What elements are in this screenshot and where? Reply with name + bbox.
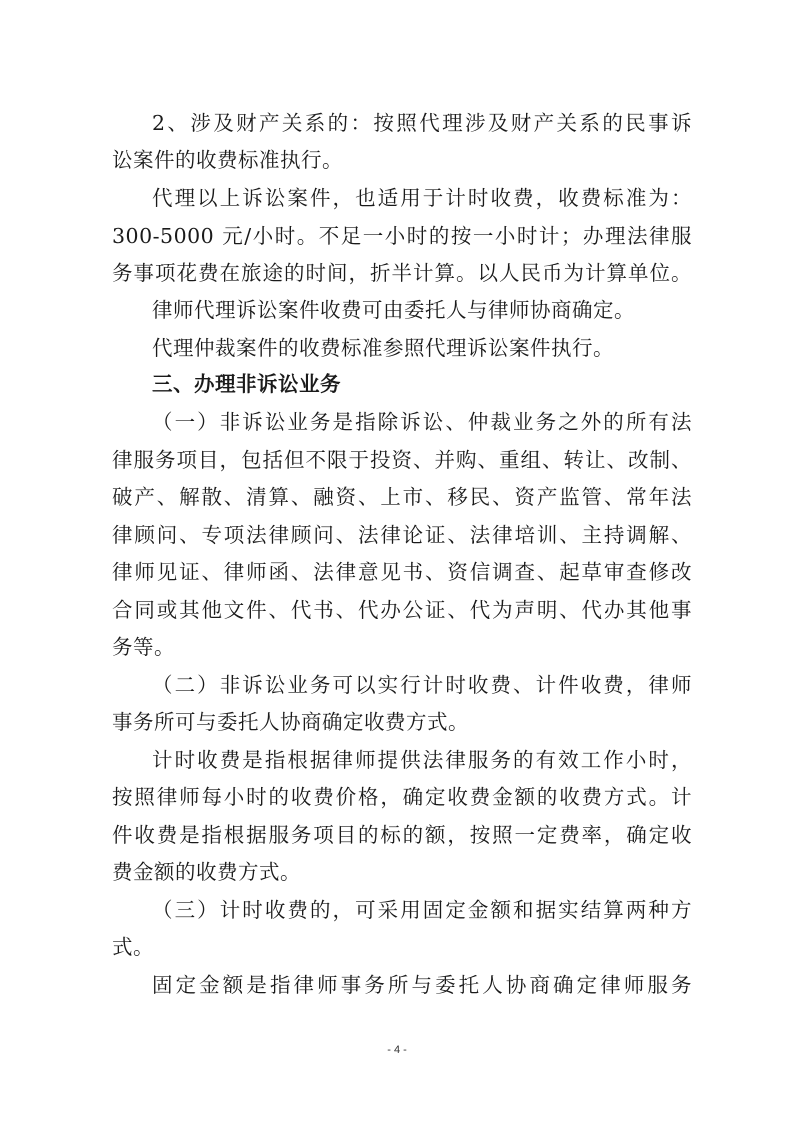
paragraph-line: （一）非诉讼业务是指除诉讼、仲裁业务之外的所有法 (152, 410, 692, 434)
paragraph-line: 律师代理诉讼案件收费可由委托人与律师协商确定。 (152, 298, 635, 322)
paragraph-line: 律顾问、专项法律顾问、法律论证、法律培训、主持调解、 (112, 523, 692, 547)
paragraph-line: （二）非诉讼业务可以实行计时收费、计件收费，律师 (152, 673, 692, 697)
paragraph-line: 300-5000 元/小时。不足一小时的按一小时计；办理法律服 (112, 224, 692, 248)
paragraph-line: 固定金额是指律师事务所与委托人协商确定律师服务 (152, 973, 692, 997)
paragraph-line: 费金额的收费方式。 (112, 860, 301, 884)
paragraph-line: 破产、解散、清算、融资、上市、移民、资产监管、常年法 (112, 485, 692, 509)
paragraph-line: 事务所可与委托人协商确定收费方式。 (112, 710, 469, 734)
paragraph-line: （三）计时收费的，可采用固定金额和据实结算两种方 (152, 898, 692, 922)
page-number: - 4 - (387, 1044, 407, 1056)
paragraph-line: 律师见证、律师函、法律意见书、资信调查、起草审查修改 (112, 560, 692, 584)
paragraph-line: 代理以上诉讼案件，也适用于计时收费，收费标准为： (152, 186, 692, 210)
section-heading: 三、办理非诉讼业务 (152, 372, 341, 396)
paragraph-line: 务事项花费在旅途的时间，折半计算。以人民币为计算单位。 (112, 261, 692, 285)
paragraph-line: 按照律师每小时的收费价格，确定收费金额的收费方式。计 (112, 785, 692, 809)
paragraph-line: 务等。 (112, 635, 175, 659)
paragraph-line: 律服务项目，包括但不限于投资、并购、重组、转让、改制、 (112, 448, 692, 472)
paragraph-line: 式。 (112, 935, 154, 959)
paragraph-line: 合同或其他文件、代书、代办公证、代为声明、代办其他事 (112, 598, 692, 622)
paragraph-line: 2、涉及财产关系的：按照代理涉及财产关系的民事诉 (152, 111, 692, 135)
paragraph-line: 讼案件的收费标准执行。 (112, 148, 343, 172)
paragraph-line: 代理仲裁案件的收费标准参照代理诉讼案件执行。 (152, 336, 614, 360)
paragraph-line: 件收费是指根据服务项目的标的额，按照一定费率，确定收 (112, 823, 692, 847)
paragraph-line: 计时收费是指根据律师提供法律服务的有效工作小时， (152, 748, 692, 772)
